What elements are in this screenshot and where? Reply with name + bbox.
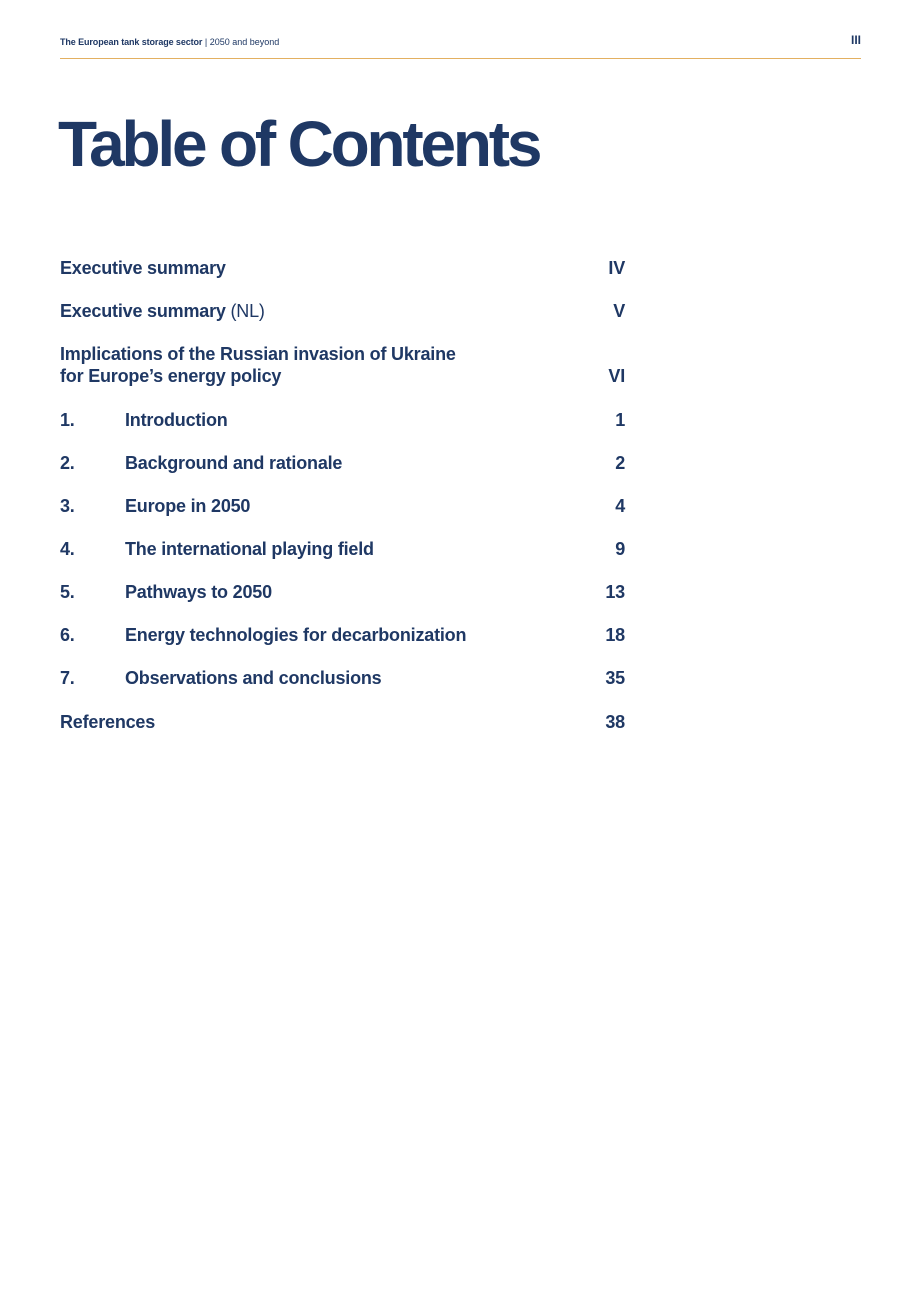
toc-entry-title-text: Executive summary [60, 301, 226, 321]
toc-entry-title [60, 300, 603, 322]
toc-entry-title-text: Executive summary [60, 258, 226, 278]
toc-entry-international-playing-field[interactable] [60, 538, 625, 560]
running-header [60, 34, 861, 50]
document-subtitle: 2050 and beyond [209, 37, 280, 47]
toc-entry-number: 5. [60, 582, 75, 602]
toc-entry-title: Background and rationale [125, 453, 343, 473]
toc-entry-page: V [613, 301, 625, 321]
toc-entry-title: Observations and conclusions [125, 668, 382, 688]
toc-entry-title: Energy technologies for decarbonization [125, 625, 467, 645]
document-title: The European tank storage sector [60, 37, 203, 47]
toc-entry-observations[interactable] [60, 667, 625, 689]
header-divider [60, 58, 861, 59]
toc-entry-energy-technologies[interactable] [60, 624, 625, 646]
toc-entry-page: 2 [615, 453, 625, 473]
toc-entry-page: VI [608, 366, 625, 386]
toc-entry-executive-summary[interactable] [60, 257, 625, 279]
toc-entry-russian-invasion[interactable] [60, 343, 625, 387]
toc-entry-executive-summary-nl[interactable] [60, 300, 625, 322]
toc-entry-number: 4. [60, 539, 75, 559]
header-separator: | [204, 37, 208, 47]
toc-entry-background[interactable] [60, 452, 625, 474]
toc-entry-page: 35 [605, 668, 625, 688]
toc-entry-page: 38 [605, 712, 625, 732]
toc-entry-page: 9 [615, 539, 625, 559]
toc-entry-number: 1. [60, 410, 75, 430]
toc-entry-pathways[interactable] [60, 581, 625, 603]
toc-entry-page: IV [608, 258, 625, 278]
toc-entry-title: Europe in 2050 [125, 496, 251, 516]
toc-entry-page: 13 [605, 582, 625, 602]
toc-entry-number: 7. [60, 668, 75, 688]
toc-entry-title: The international playing field [125, 539, 374, 559]
toc-entry-language-note: (NL) [230, 301, 265, 321]
toc-entry-title: Introduction [125, 410, 228, 430]
toc-entry-introduction[interactable] [60, 409, 625, 431]
toc-entry-title: Implications of the Russian invasion of Ukraine for Europe’s energy policy [60, 344, 456, 386]
toc-entry-number: 2. [60, 453, 75, 473]
toc-entry-page: 18 [605, 625, 625, 645]
toc-entry-title [60, 257, 598, 279]
toc-entry-references[interactable] [60, 711, 625, 733]
toc-entry-number: 6. [60, 625, 75, 645]
toc-entry-page: 4 [615, 496, 625, 516]
toc-entry-number: 3. [60, 496, 75, 516]
page-title: Table of Contents [58, 108, 540, 180]
toc-entry-title: Pathways to 2050 [125, 582, 272, 602]
toc-entry-europe-2050[interactable] [60, 495, 625, 517]
page-number: III [850, 33, 861, 47]
toc-entry-page: 1 [615, 410, 625, 430]
toc-entry-title: References [60, 712, 156, 732]
